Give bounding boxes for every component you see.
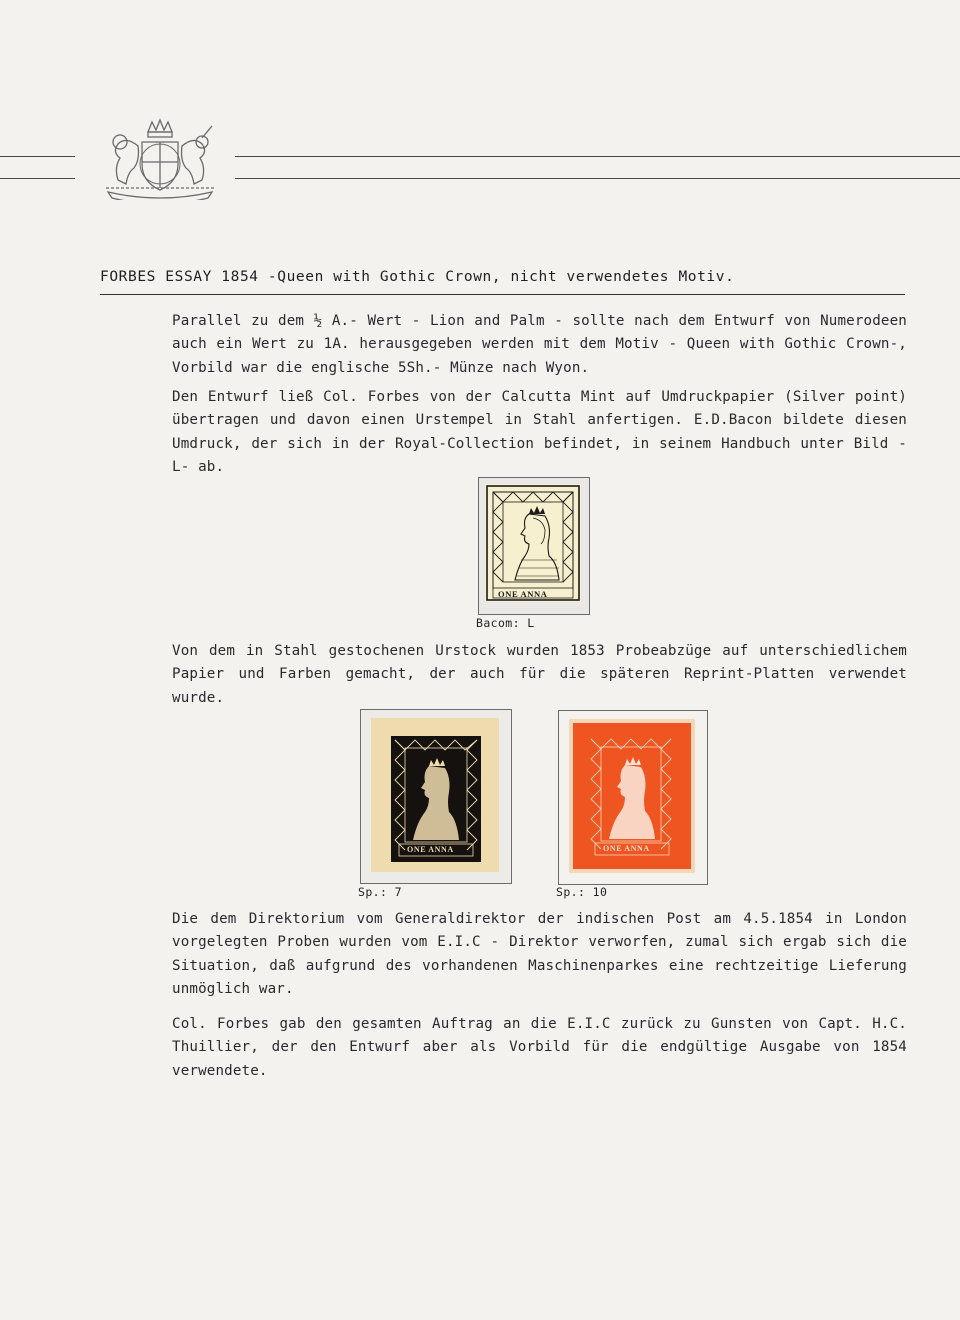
paragraph-5: Col. Forbes gab den gesamten Auftrag an die E.I.C zurück zu Gunsten von Capt. H.C. Thuillier, der den Entwurf aber als Vorbild für die endgültige Ausgabe von 1854 verwendete. xyxy=(172,1016,907,1079)
sp7-caption: Sp.: 7 xyxy=(358,885,402,899)
sp10-stamp-label: ONE ANNA xyxy=(603,844,650,853)
paragraph-1: Parallel zu dem ½ A.- Wert - Lion and Palm - sollte nach dem Entwurf von Numerodeen auch ein Wert zu 1A. herausgegeben werden mit dem Motiv - Queen with Gothic Crown-, Vorbild war die englische 5Sh.- Münze nach Wyon. xyxy=(172,313,907,376)
bacon-stamp-label: ONE ANNA xyxy=(498,589,548,599)
royal-coat-of-arms-icon xyxy=(98,118,222,200)
paragraph-3: Von dem in Stahl gestochenen Urstock wurden 1853 Probeabzüge auf unterschiedlichem Papier und Farben gemacht, der auch für die späteren Reprint-Platten verwendet wurde. xyxy=(172,643,907,706)
header-rule-left-bottom xyxy=(0,178,75,179)
bacon-stamp-mount xyxy=(478,477,590,615)
sp10-caption: Sp.: 10 xyxy=(556,885,608,899)
title-underline xyxy=(100,294,905,295)
paragraph-2: Den Entwurf ließ Col. Forbes von der Calcutta Mint auf Umdruckpapier (Silver point) übertragen und davon einen Urstempel in Stahl anfertigen. E.D.Bacon bildete diesen Umdruck, der sich in der Royal-Collection befindet, in seinem Handbuch unter Bild -L- ab. xyxy=(172,389,907,476)
bacon-caption: Bacom: L xyxy=(476,616,535,630)
header-rule-right-top xyxy=(235,156,960,157)
sp7-stamp-label: ONE ANNA xyxy=(407,845,454,854)
sp7-stamp-mount xyxy=(360,709,512,884)
sp10-stamp-mount xyxy=(558,710,708,885)
header-rule-right-bottom xyxy=(235,178,960,179)
sp7-stamp xyxy=(371,718,499,872)
header-rule-left-top xyxy=(0,156,75,157)
bacon-stamp xyxy=(485,484,581,602)
queen-portrait-icon xyxy=(485,484,581,602)
sp10-stamp xyxy=(569,719,695,873)
page-title: FORBES ESSAY 1854 -Queen with Gothic Crown, nicht verwendetes Motiv. xyxy=(100,269,735,285)
paragraph-4: Die dem Direktorium vom Generaldirektor der indischen Post am 4.5.1854 in London vorgelegten Proben wurden vom E.I.C - Direktor verworfen, zumal sich ergab sich die Situation, daß aufgrund des vorhandenen Maschinenparkes eine rechtzeitige Lieferung unmöglich war. xyxy=(172,911,907,998)
